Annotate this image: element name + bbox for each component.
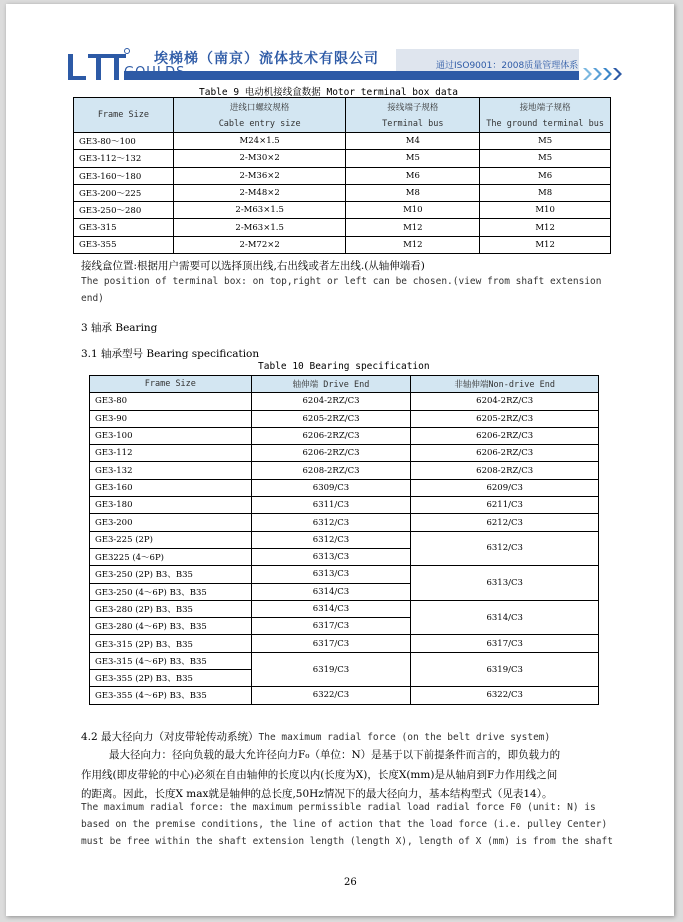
table-cell: M12 — [480, 219, 611, 236]
table-cell: GE3-250 (4～6P) B3、B35 — [90, 583, 252, 600]
table-row — [74, 236, 611, 253]
table-cell: GE3-112～132 — [74, 150, 174, 167]
table-cell: 6314/C3 — [251, 583, 411, 600]
table-cell: 6206-2RZ/C3 — [411, 427, 599, 444]
table-row — [74, 150, 611, 167]
table-cell: 6204-2RZ/C3 — [251, 393, 411, 410]
section-4-2-heading — [81, 729, 550, 744]
table-cell: M8 — [480, 184, 611, 201]
table-cell: GE3-355 (4～6P) B3、B35 — [90, 687, 252, 704]
table-cell: 6205-2RZ/C3 — [411, 410, 599, 427]
header-ground-cn: 接地端子规格 — [480, 98, 611, 116]
table-cell: M4 — [346, 133, 480, 150]
table-cell: 6212/C3 — [411, 514, 599, 531]
table-cell: M5 — [346, 150, 480, 167]
table-cell: 6317/C3 — [251, 635, 411, 652]
table-cell: M12 — [346, 236, 480, 253]
table-cell: GE3-280 (2P) B3、B35 — [90, 600, 252, 617]
table-row — [74, 219, 611, 236]
header-drive-end: 轴伸端 Drive End — [251, 376, 411, 393]
table-cell: GE3-355 (2P) B3、B35 — [90, 670, 252, 687]
table-cell: 6312/C3 — [411, 531, 599, 566]
company-name: 埃梯梯（南京）流体技术有限公司 — [154, 51, 379, 67]
table-cell: GE3-80～100 — [74, 133, 174, 150]
table-cell: 6206-2RZ/C3 — [251, 427, 411, 444]
table-cell: M5 — [480, 150, 611, 167]
section-3-heading: 3 轴承 Bearing — [81, 322, 158, 334]
table-cell: M12 — [346, 219, 480, 236]
table-cell: 6208-2RZ/C3 — [251, 462, 411, 479]
table-cell: 6313/C3 — [251, 548, 411, 565]
section-4-2-en-3: must be free within the shaft extension length (length X), length of X (mm) is from the shaft — [81, 836, 613, 847]
table-cell: GE3225 (4～6P) — [90, 548, 252, 565]
header-terminal-cn: 接线端子规格 — [346, 98, 480, 116]
header-cable-cn: 进线口螺纹规格 — [173, 98, 346, 116]
table-cell: 6309/C3 — [251, 479, 411, 496]
section-3-1-heading: 3.1 轴承型号 Bearing specification — [81, 348, 260, 360]
table-cell: GE3-160 — [90, 479, 252, 496]
goulds-logo-icon — [68, 48, 130, 82]
table-cell: GE3-90 — [90, 410, 252, 427]
table-cell: 6312/C3 — [251, 514, 411, 531]
table-row — [90, 600, 599, 617]
terminal-note-en-2: end) — [81, 293, 104, 304]
header-frame-size: Frame Size — [90, 376, 252, 393]
section-4-2-heading-cn: 4.2 最大径向力（对皮带轮传动系统） — [81, 731, 259, 743]
table-cell: 6319/C3 — [411, 652, 599, 687]
table-cell: GE3-250～280 — [74, 202, 174, 219]
section-4-2-cn-2: 作用线(即皮带轮的中心)必须在自由轴伸的长度以内(长度为X)，长度X(mm)是从轴肩到F力作用线之间 — [81, 769, 558, 781]
table-row — [90, 445, 599, 462]
table-cell: 6314/C3 — [251, 600, 411, 617]
certification-text: 通过ISO9001：2008质量管理体系 — [436, 61, 579, 71]
section-4-2-heading-en: The maximum radial force (on the belt drive system) — [258, 732, 551, 743]
table-cell: 2-M63×1.5 — [173, 202, 346, 219]
table-cell: M6 — [480, 167, 611, 184]
table-row — [74, 133, 611, 150]
table-cell: 2-M36×2 — [173, 167, 346, 184]
table10-title: Table 10 Bearing specification — [258, 361, 430, 372]
table-row — [90, 687, 599, 704]
table-cell: GE3-160～180 — [74, 167, 174, 184]
table-cell: 6206-2RZ/C3 — [411, 445, 599, 462]
table-cell: GE3-225 (2P) — [90, 531, 252, 548]
table-cell: 2-M48×2 — [173, 184, 346, 201]
section-4-2-en-1: The maximum radial force: the maximum permissible radial load radial force F0 (unit: N) is — [81, 802, 596, 813]
table-row — [90, 462, 599, 479]
table-cell: 6313/C3 — [411, 566, 599, 601]
table-cell: M5 — [480, 133, 611, 150]
header-cable-en: Cable entry size — [173, 115, 346, 133]
table-row — [90, 514, 599, 531]
table-cell: M12 — [480, 236, 611, 253]
table9-title: Table 9 电动机接线盒数据 Motor terminal box data — [199, 87, 459, 98]
table-row — [90, 427, 599, 444]
table-cell: GE3-100 — [90, 427, 252, 444]
table-cell: 2-M30×2 — [173, 150, 346, 167]
table-cell: 6208-2RZ/C3 — [411, 462, 599, 479]
page-number: 26 — [344, 877, 357, 888]
table-cell: 2-M63×1.5 — [173, 219, 346, 236]
table-cell: M24×1.5 — [173, 133, 346, 150]
table-cell: GE3-132 — [90, 462, 252, 479]
table-row — [90, 531, 599, 548]
table-cell: 6312/C3 — [251, 531, 411, 548]
header-ground-en: The ground terminal bus — [480, 115, 611, 133]
table-row — [90, 635, 599, 652]
table-cell: GE3-315 (4～6P) B3、B35 — [90, 652, 252, 669]
table-cell: GE3-200～225 — [74, 184, 174, 201]
table-cell: GE3-250 (2P) B3、B35 — [90, 566, 252, 583]
table-cell: M8 — [346, 184, 480, 201]
table-row — [90, 652, 599, 669]
header-non-drive-end: 非轴伸端Non-drive End — [411, 376, 599, 393]
table-row — [90, 497, 599, 514]
section-4-2-cn-1: 最大径向力：径向负载的最大允许径向力F₀（单位：N）是基于以下前提条件而言的，即负载力的 — [109, 749, 561, 761]
table-cell: GE3-180 — [90, 497, 252, 514]
table-cell: 6319/C3 — [251, 652, 411, 687]
table-cell: GE3-200 — [90, 514, 252, 531]
table-cell: 6322/C3 — [251, 687, 411, 704]
table-cell: 6317/C3 — [251, 618, 411, 635]
table-cell: M10 — [480, 202, 611, 219]
motor-terminal-table — [73, 97, 611, 254]
table-cell: 6206-2RZ/C3 — [251, 445, 411, 462]
table-cell: 2-M72×2 — [173, 236, 346, 253]
document-page — [6, 4, 674, 916]
table-cell: M10 — [346, 202, 480, 219]
table-cell: 6322/C3 — [411, 687, 599, 704]
table-cell: 6205-2RZ/C3 — [251, 410, 411, 427]
table-row — [74, 167, 611, 184]
bearing-spec-table — [89, 375, 599, 705]
table-row — [90, 393, 599, 410]
header-bar — [124, 71, 579, 80]
section-4-2-en-2: based on the premise conditions, the line of action that the load force (i.e. pulley Center) — [81, 819, 608, 830]
table-cell: GE3-315 (2P) B3、B35 — [90, 635, 252, 652]
table-row — [90, 566, 599, 583]
table-cell: 6204-2RZ/C3 — [411, 393, 599, 410]
section-4-2-cn-3: 的距离。因此，长度X max就是轴伸的总长度,50Hz情况下的最大径向力，基本结构型式（见表14）。 — [81, 788, 553, 800]
header-terminal-en: Terminal bus — [346, 115, 480, 133]
table-row — [74, 184, 611, 201]
table-row — [90, 479, 599, 496]
table-cell: GE3-112 — [90, 445, 252, 462]
table-cell: 6317/C3 — [411, 635, 599, 652]
chevron-arrows-icon — [583, 66, 627, 82]
table-cell: GE3-355 — [74, 236, 174, 253]
header-frame-size: Frame Size — [74, 98, 174, 133]
table-cell: 6314/C3 — [411, 600, 599, 635]
table-cell: GE3-315 — [74, 219, 174, 236]
table-cell: 6211/C3 — [411, 497, 599, 514]
table-row — [90, 410, 599, 427]
terminal-note-en-1: The position of terminal box: on top,right or left can be chosen.(view from shaft extension — [81, 276, 602, 287]
table-cell: GE3-280 (4～6P) B3、B35 — [90, 618, 252, 635]
table-cell: M6 — [346, 167, 480, 184]
table-cell: 6209/C3 — [411, 479, 599, 496]
terminal-note-cn: 接线盒位置:根据用户需要可以选择顶出线,右出线或者左出线.(从轴伸端看) — [81, 260, 425, 272]
table-cell: GE3-80 — [90, 393, 252, 410]
table-cell: 6313/C3 — [251, 566, 411, 583]
table-row — [74, 202, 611, 219]
table-cell: 6311/C3 — [251, 497, 411, 514]
